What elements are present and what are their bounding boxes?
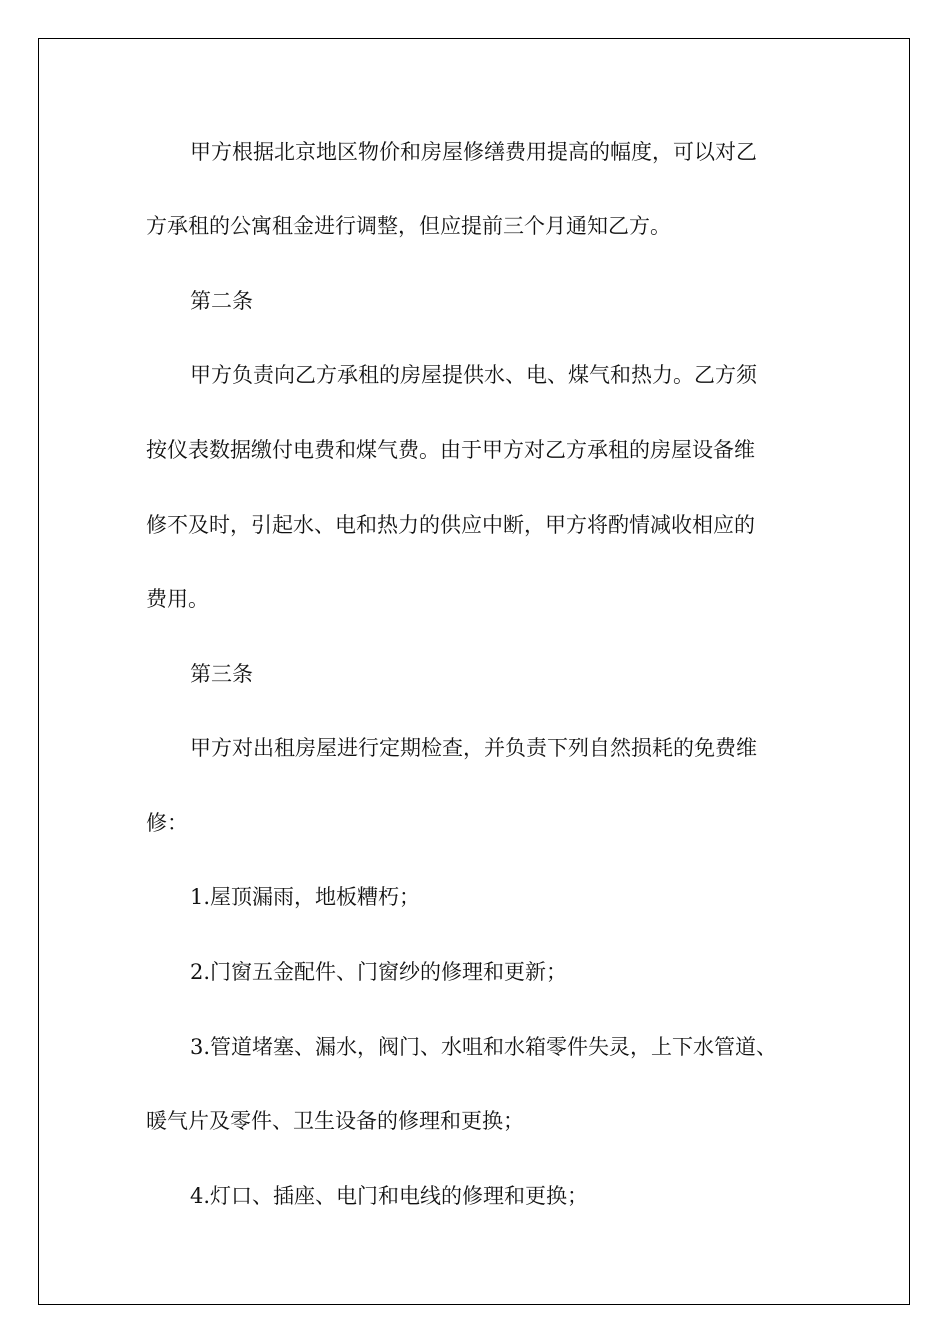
paragraph-line: 方承租的公寓租金进行调整，但应提前三个月通知乙方。 [146,214,671,238]
paragraph-line: 甲方根据北京地区物价和房屋修缮费用提高的幅度，可以对乙 [190,140,757,164]
section-heading: 第二条 [190,289,253,313]
paragraph-line: 费用。 [146,587,209,611]
list-item: 2.门窗五金配件、门窗纱的修理和更新； [190,960,568,984]
paragraph-line: 甲方负责向乙方承租的房屋提供水、电、煤气和热力。乙方须 [190,363,757,387]
list-item: 3.管道堵塞、漏水，阀门、水咀和水箱零件失灵，上下水管道、 [190,1035,778,1059]
paragraph-line: 修不及时，引起水、电和热力的供应中断，甲方将酌情减收相应的 [146,513,755,537]
list-item: 4.灯口、插座、电门和电线的修理和更换； [190,1184,589,1208]
paragraph-line: 按仪表数据缴付电费和煤气费。由于甲方对乙方承租的房屋设备维 [146,438,755,462]
paragraph-line: 甲方对出租房屋进行定期检查，并负责下列自然损耗的免费维 [190,736,757,760]
paragraph-line: 修： [146,811,188,835]
list-item-continuation: 暖气片及零件、卫生设备的修理和更换； [146,1109,524,1133]
section-heading: 第三条 [190,662,253,686]
list-item: 1.屋顶漏雨，地板糟朽； [190,885,421,909]
